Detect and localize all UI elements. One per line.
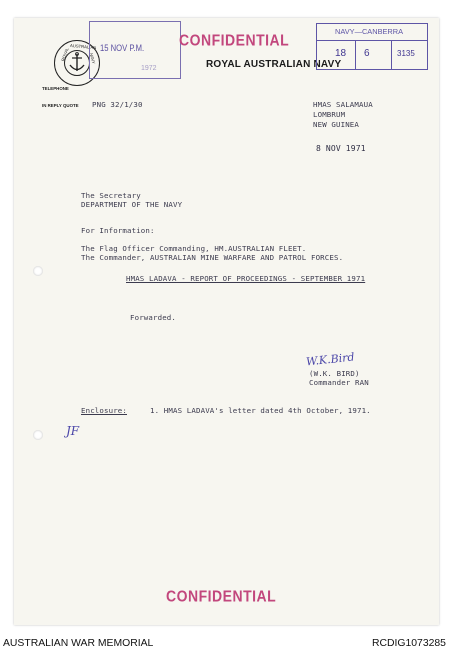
signature: W.K.Bird: [305, 350, 356, 369]
sender-address-line-3: NEW GUINEA: [313, 120, 359, 129]
punch-hole-bottom: [33, 430, 43, 440]
reply-quote-label: IN REPLY QUOTE: [42, 103, 79, 108]
navy-crest-icon: ROYAL AUSTRALIAN NAVY: [54, 40, 100, 86]
received-stamp-year: 1972: [141, 65, 157, 72]
received-stamp-date: 15 NOV P.M.: [100, 43, 145, 53]
letterhead-title: ROYAL AUSTRALIAN NAVY: [206, 59, 342, 70]
info-recipient-2: The Commander, AUSTRALIAN MINE WARFARE AND PATROL FORCES.: [81, 253, 344, 262]
classification-stamp-top: CONFIDENTIAL: [179, 30, 290, 50]
punch-hole-top: [33, 266, 43, 276]
for-information-label: For Information:: [81, 226, 155, 235]
enclosure-label: Enclosure:: [81, 406, 127, 415]
sender-address-line-1: HMAS SALAMAUA: [313, 100, 373, 109]
telephone-label: TELEPHONE: [42, 86, 69, 91]
info-recipient-1: The Flag Officer Commanding, HM.AUSTRALIAN FLEET.: [81, 244, 307, 253]
reference-number: PNG 32/1/30: [92, 100, 143, 109]
signer-name: (W.K. BIRD): [309, 369, 360, 378]
classification-stamp-bottom: CONFIDENTIAL: [166, 586, 277, 606]
footer-archive-name: AUSTRALIAN WAR MEMORIAL: [3, 638, 154, 649]
registry-cell-3: 3135: [397, 49, 415, 58]
registry-cell-1: 18: [335, 48, 347, 59]
registry-cell-2: 6: [364, 48, 370, 59]
document-page: [14, 18, 439, 625]
registry-stamp: [316, 23, 428, 70]
signer-rank: Commander RAN: [309, 378, 369, 387]
date-stamp: 8 NOV 1971: [316, 144, 366, 153]
body-text: Forwarded.: [130, 313, 176, 322]
initials: JF: [66, 424, 80, 438]
recipient-line-1: The Secretary: [81, 191, 141, 200]
subject-line: HMAS LADAVA - REPORT OF PROCEEDINGS - SEPTEMBER 1971: [126, 274, 366, 283]
footer-record-id: RCDIG1073285: [372, 638, 446, 649]
sender-address-line-2: LOMBRUM: [313, 110, 346, 119]
registry-header: NAVY—CANBERRA: [335, 27, 404, 36]
enclosure-item: 1. HMAS LADAVA's letter dated 4th October, 1971.: [150, 406, 371, 415]
recipient-line-2: DEPARTMENT OF THE NAVY: [81, 200, 183, 209]
